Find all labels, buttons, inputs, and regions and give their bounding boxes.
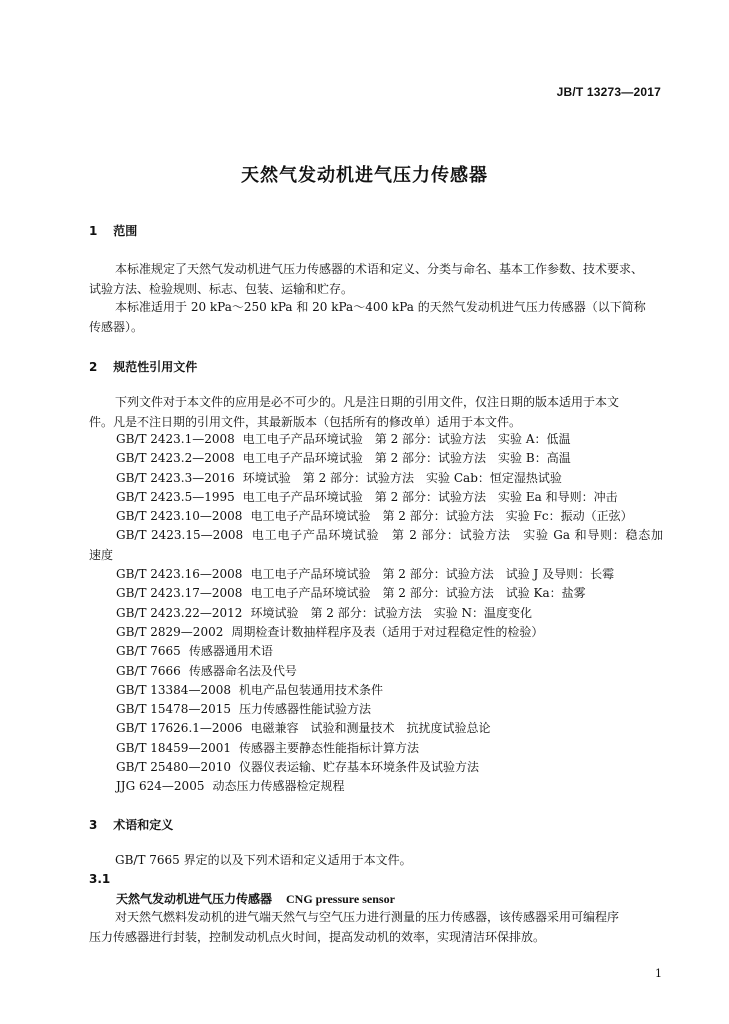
reference-item: GB/T 25480—2010 仪器仪表运输、贮存基本环境条件及试验方法 [116, 760, 479, 775]
reference-item: GB/T 7665 传感器通用术语 [116, 644, 273, 659]
reference-item: GB/T 7666 传感器命名法及代号 [116, 663, 297, 678]
reference-item: GB/T 2423.15—2008 电工电子产品环境试验 第 2 部分：试验方法 实验 Ga 和导则：稳态加 速度 [89, 528, 663, 562]
reference-item: GB/T 2423.10—2008 电工电子产品环境试验 第 2 部分：试验方法 实验 Fc：振动（正弦） [116, 509, 633, 524]
section-2-heading [89, 358, 197, 375]
section-number: 2 [89, 360, 98, 374]
reference-item: GB/T 2423.22—2012 环境试验 第 2 部分：试验方法 实验 N：温度变化 [116, 605, 533, 620]
reference-item: GB/T 2829—2002 周期检查计数抽样程序及表（适用于对过程稳定性的检验） [116, 624, 544, 639]
paragraph-line: 下列文件对于本文件的应用是必不可少的。凡是注日期的引用文件，仅注日期的版本适用于本文 [115, 395, 620, 409]
term-chinese: 天然气发动机进气压力传感器 [116, 892, 273, 906]
section-title: 术语和定义 [113, 818, 174, 832]
section-title: 范围 [113, 224, 138, 238]
reference-item: GB/T 13384—2008 机电产品包装通用技术条件 [116, 682, 383, 697]
reference-item: GB/T 2423.16—2008 电工电子产品环境试验 第 2 部分：试验方法 试验 J 及导则：长霉 [116, 567, 615, 582]
reference-item: GB/T 2423.2—2008 电工电子产品环境试验 第 2 部分：试验方法 实验 B：高温 [116, 451, 571, 466]
paragraph-line: 压力传感器进行封装，控制发动机点火时间，提高发动机的效率，实现清洁环保排放。 [89, 930, 546, 944]
section-1-paragraph-2 [89, 297, 663, 337]
section-3-heading [89, 816, 173, 833]
section-3-intro [89, 850, 663, 870]
term-definition [89, 907, 663, 947]
paragraph-line: 对天然气燃料发动机的进气端天然气与空气压力进行测量的压力传感器，该传感器采用可编程序 [115, 910, 620, 924]
standard-code: JB/T 13273—2017 [556, 85, 661, 99]
paragraph-line: GB/T 7665 界定的以及下列术语和定义适用于本文件。 [115, 853, 412, 867]
reference-item: GB/T 2423.17—2008 电工电子产品环境试验 第 2 部分：试验方法 试验 Ka：盐雾 [116, 586, 586, 601]
reference-item: GB/T 18459—2001 传感器主要静态性能指标计算方法 [116, 740, 419, 755]
paragraph-line: 传感器）。 [89, 320, 144, 334]
section-2-intro [89, 392, 663, 432]
section-1-heading [89, 222, 137, 239]
page-number: 1 [655, 967, 662, 980]
reference-item: JJG 624—2005 动态压力传感器检定规程 [116, 779, 345, 794]
section-title: 规范性引用文件 [113, 360, 198, 374]
document-title: 天然气发动机进气压力传感器 [241, 165, 488, 186]
term-heading [116, 890, 395, 907]
term-english: CNG pressure sensor [286, 892, 395, 906]
reference-item: GB/T 2423.5—1995 电工电子产品环境试验 第 2 部分：试验方法 实验 Ea 和导则：冲击 [116, 489, 618, 504]
paragraph-line: 件。凡是不注日期的引用文件，其最新版本（包括所有的修改单）适用于本文件。 [89, 415, 522, 429]
section-number: 1 [89, 224, 98, 238]
term-number: 3.1 [89, 872, 111, 886]
paragraph-line: 本标准适用于 20 kPa～250 kPa 和 20 kPa～400 kPa 的天然气发动机进气压力传感器（以下简称 [115, 300, 646, 314]
reference-item: GB/T 17626.1—2006 电磁兼容 试验和测量技术 抗扰度试验总论 [116, 721, 491, 736]
reference-item: GB/T 15478—2015 压力传感器性能试验方法 [116, 702, 371, 717]
normative-reference-list [89, 430, 663, 797]
reference-item: GB/T 2423.1—2008 电工电子产品环境试验 第 2 部分：试验方法 实验 A：低温 [116, 432, 571, 446]
paragraph-line: 试验方法、检验规则、标志、包装、运输和贮存。 [89, 282, 354, 296]
reference-item: GB/T 2423.3—2016 环境试验 第 2 部分：试验方法 实验 Cab：恒定湿热试验 [116, 470, 562, 485]
section-1-paragraph-1 [89, 259, 663, 299]
paragraph-line: 本标准规定了天然气发动机进气压力传感器的术语和定义、分类与命名、基本工作参数、技术要求、 [115, 262, 644, 276]
section-number: 3 [89, 818, 98, 832]
